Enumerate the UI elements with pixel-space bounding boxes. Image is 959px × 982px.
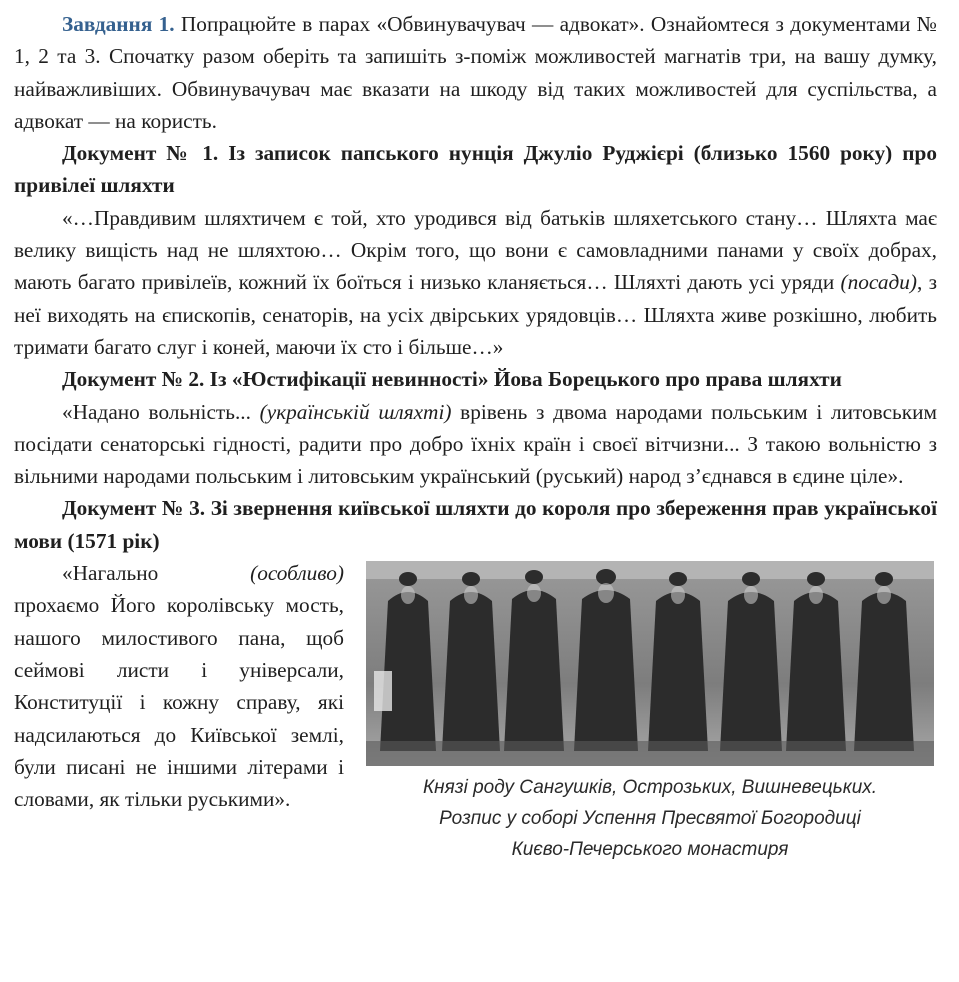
- doc1-text-b: , з неї виходять на єпископів, сенаторів, на усіх двірських урядовців… Шляхта живе розкішно, любить тримати багато слуг і коней, маючи їх сто і більше…»: [14, 270, 937, 359]
- doc1-text-a: «…Правдивим шляхтичем є той, хто уродився від батьків шляхетського стану… Шляхта має велику вищість над не шляхтою… Окрім того, що вони є самовладними панами у своїх добрах, мають багато привілеїв, кожний їх боїться і низько кланяється… Шляхті дають усі уряди: [14, 205, 937, 295]
- doc2-heading: Документ № 2. Із «Юстифікації невинності» Йова Борецького про права шляхти: [62, 367, 842, 392]
- doc2-italic: (українській шляхті): [259, 399, 452, 424]
- figure-caption: [366, 772, 934, 865]
- doc3-text-b: прохаємо Його королівську мость, нашого милостивого пана, щоб сеймові листи і універсали, Конституції і кожну справу, які надсилаються до Київської землі, були писані не іншими літерами і словами, як тільки руськими».: [14, 593, 344, 812]
- doc3-quote: [14, 557, 344, 815]
- caption-line-3: Києво-Печерського монастиря: [511, 839, 789, 861]
- caption-line-1: Князі роду Сангушків, Острозьких, Вишневецьких.: [422, 777, 878, 799]
- doc1-heading: Документ № 1. Із записок папського нунція Джуліо Руджієрі (близько 1560 року) про привілеї шляхти: [14, 141, 937, 198]
- doc2-text-a: «Надано вольність...: [62, 399, 260, 424]
- doc3-text-a: «Нагально: [62, 561, 251, 586]
- doc2-text-b: врівень з двома народами польським і литовським посідати сенаторські гідності, радити про добро їхніх країн і своєї вітчизни... З такою вольністю з вільними народами польським і литовським український (руський) народ з’єднався в єдине ціле».: [14, 399, 937, 489]
- doc3-text-column: [14, 557, 344, 815]
- doc1-quote: [14, 202, 937, 363]
- doc1-italic: (посади): [840, 270, 917, 295]
- doc3-italic: (особливо): [250, 561, 344, 586]
- doc3-section: [14, 557, 937, 882]
- page: [14, 8, 937, 882]
- task-text: Попрацюйте в парах «Обвинувачувач — адвокат». Ознайомтеся з документами № 1, 2 та 3. Спочатку разом оберіть та запишіть з-поміж можливостей магнатів три, на вашу думку, найважливіших. Обвинувачувач має вказати на шкоду від таких можливостей для суспільства, а адвокат — на користь.: [14, 12, 937, 133]
- task-paragraph: [14, 8, 937, 137]
- doc3-heading: Документ № 3. Зі звернення київської шляхти до короля про збереження прав української мови (1571 рік): [14, 496, 937, 553]
- caption-line-2: Розпис у соборі Успення Пресвятої Богородиці: [439, 808, 861, 830]
- figure: [366, 561, 934, 865]
- task-label: Завдання 1.: [62, 12, 175, 36]
- fresco-painting-image: [366, 561, 934, 766]
- doc2-quote: [14, 396, 937, 493]
